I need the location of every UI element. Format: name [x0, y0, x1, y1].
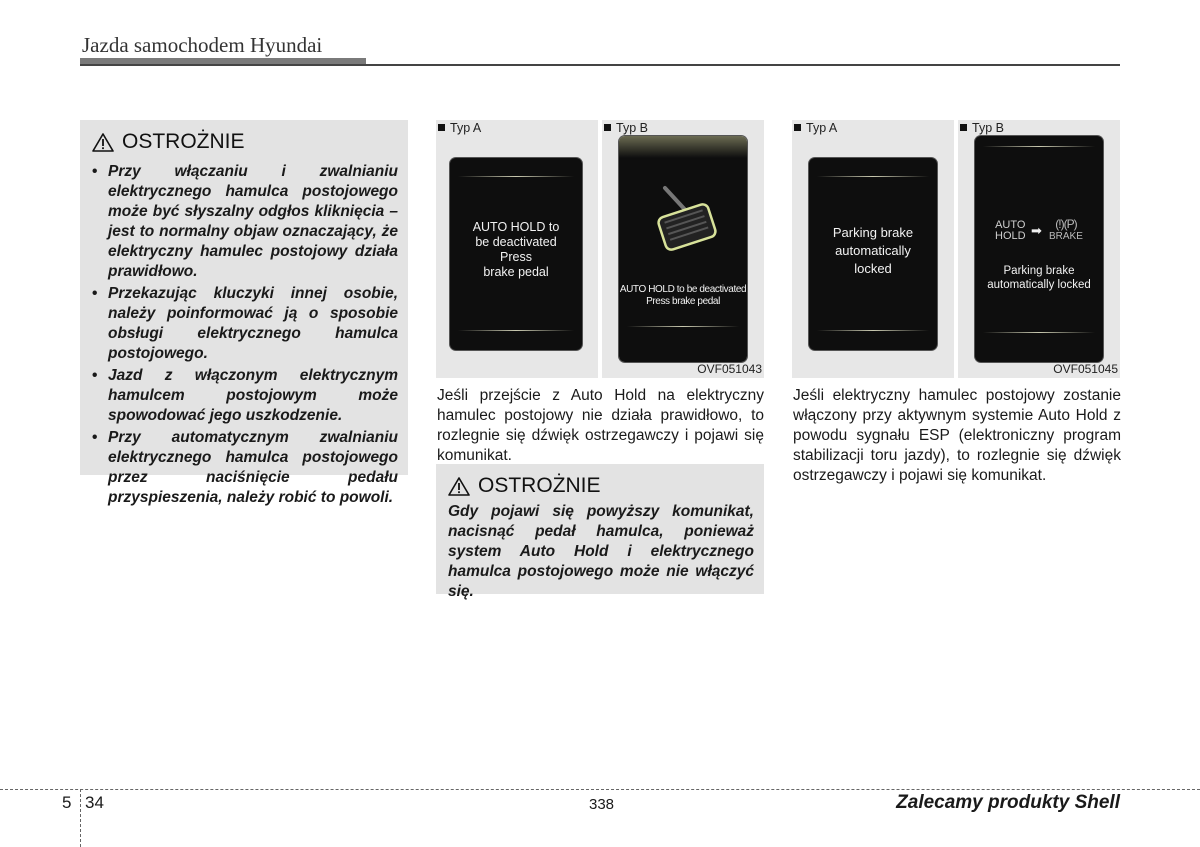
- display-text-line: brake pedal: [483, 265, 549, 279]
- figure-panel-type-a: [436, 120, 598, 378]
- cluster-display: [619, 136, 747, 362]
- page-number: 34: [85, 793, 104, 812]
- caution-box-message: [436, 464, 764, 600]
- brake-pedal-icon: [643, 184, 723, 264]
- footer-dashed-rule: [0, 789, 1200, 790]
- display-text-line: Press: [500, 250, 532, 264]
- display-text-line: AUTO HOLD to be deactivated: [619, 284, 747, 295]
- type-label: Typ B: [960, 121, 1004, 135]
- display-text-line: Parking brake: [832, 225, 914, 240]
- figure-parking-brake-locked: [792, 120, 1120, 378]
- figure-code: OVF051043: [697, 362, 762, 376]
- header-rule: [80, 64, 1120, 66]
- caution-item: • Przekazując kluczyki innej osobie, należy poinformować ją o sposobie obsługi elektrycznego hamulca postojowego.: [92, 284, 398, 364]
- indicator-text: BRAKE: [1049, 231, 1083, 242]
- caution-heading: [448, 474, 754, 498]
- cluster-display: [975, 136, 1103, 362]
- caution-item: • Przy włączaniu i zwalnianiu elektrycznego hamulca postojowego może być słyszalny odgłos kliknięcia – jest to normalny objaw oznaczający, że elektryczny hamulec postojowy działa prawidłowo.: [92, 162, 398, 282]
- cluster-display: [809, 158, 937, 350]
- footer-slogan: Zalecamy produkty Shell: [896, 792, 1120, 813]
- caution-heading: [92, 130, 398, 154]
- cluster-display: [450, 158, 582, 350]
- caution-body: Gdy pojawi się powyższy komunikat, nacisnąć pedał hamulca, ponieważ system Auto Hold i elektrycznego hamulca postojowego może nie włączyć się.: [448, 503, 754, 600]
- figure-panel-type-b: [958, 120, 1120, 378]
- caution-list: [92, 162, 398, 508]
- type-label: Typ A: [438, 121, 481, 135]
- display-text-line: Parking brake: [1003, 265, 1075, 277]
- indicator-text: HOLD: [995, 230, 1026, 242]
- footer-dashed-divider: [80, 789, 81, 847]
- display-text-line: locked: [854, 261, 892, 276]
- brake-warning-indicator: [1049, 217, 1083, 242]
- caution-heading-text: OSTROŻNIE: [478, 474, 601, 497]
- caution-item: • Przy automatycznym zwalnianiu elektrycznego hamulca postojowego przez naciśnięcie pedału przyspieszenia, należy robić to powoli.: [92, 428, 398, 508]
- pdf-page-number: 338: [589, 796, 615, 813]
- type-label: Typ B: [604, 121, 648, 135]
- display-text-line: automatically locked: [987, 279, 1091, 291]
- paragraph-auto-hold-transition: Jeśli przejście z Auto Hold na elektryczny hamulec postojowy nie działa prawidłowo, to rozlegnie się dźwięk ostrzegawczy i pojawi się komunikat.: [437, 387, 764, 464]
- brake-circle-icons: (!)(P): [1055, 217, 1077, 231]
- running-header-title: Jazda samochodem Hyundai: [82, 33, 323, 57]
- auto-hold-indicator: [995, 220, 1026, 242]
- figure-panel-type-b: [602, 120, 764, 378]
- figure-code: OVF051045: [1053, 362, 1118, 376]
- warning-triangle-icon: [448, 477, 470, 496]
- arrow-right-icon: ➡: [1031, 223, 1042, 238]
- display-text-line: Press brake pedal: [646, 296, 720, 307]
- type-label: Typ A: [794, 121, 837, 135]
- figure-auto-hold-deactivation: [436, 120, 764, 378]
- figure-panel-type-a: [792, 120, 954, 378]
- paragraph-esp-parking-brake: Jeśli elektryczny hamulec postojowy zostanie włączony przy aktywnym systemie Auto Hold z powodu sygnału ESP (elektroniczny program stabilizacji toru jazdy), to rozlegnie się dźwięk ostrzegawczy i pojawi się komunikat.: [793, 387, 1121, 484]
- warning-triangle-icon: [92, 133, 114, 152]
- display-text-line: AUTO HOLD to: [472, 220, 560, 234]
- caution-heading-text: OSTROŻNIE: [122, 130, 245, 153]
- caution-box-parking-brake: [80, 120, 408, 506]
- caution-item: • Jazd z włączonym elektrycznym hamulcem postojowym może spowodować jego uszkodzenie.: [92, 366, 398, 426]
- indicator-text: AUTO: [995, 219, 1026, 231]
- display-text-line: automatically: [835, 243, 911, 258]
- section-number: 5: [62, 793, 72, 812]
- display-text-line: be deactivated: [475, 235, 557, 249]
